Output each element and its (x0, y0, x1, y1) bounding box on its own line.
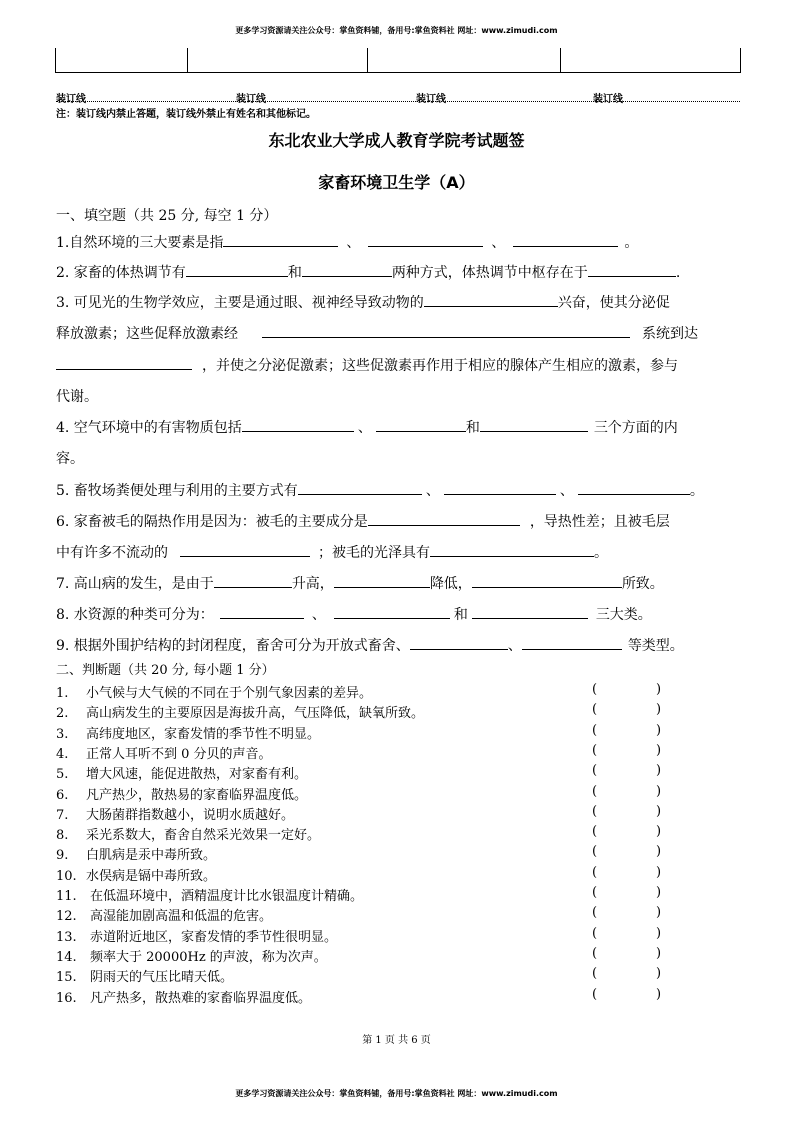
answer-paren-close[interactable]: ) (656, 986, 662, 1002)
answer-blank[interactable] (522, 635, 622, 650)
item-number: 5. (56, 767, 69, 783)
answer-blank[interactable] (334, 573, 430, 588)
question-6-line2: 中有许多不流动的 ；被毛的光泽具有 。 (56, 542, 608, 562)
bottom-banner: 更多学习资源请关注公众号：掌鱼资料铺，备用号:掌鱼资料社 网址：www.zimudi.com (235, 1089, 558, 1098)
judgment-item (56, 865, 216, 884)
top-banner: 更多学习资源请关注公众号：掌鱼资料铺，备用号:掌鱼资料社 网址：www.zimudi.com (235, 26, 558, 35)
judgment-item (56, 844, 216, 863)
table-bottom-border (55, 72, 740, 73)
item-number: 4. (56, 746, 69, 762)
item-number: 11. (56, 889, 77, 904)
answer-blank[interactable] (513, 232, 618, 247)
judgment-item (56, 763, 307, 782)
answer-paren-close[interactable]: ) (656, 905, 662, 921)
item-text: 高纬度地区，家畜发情的季节性不明显。 (86, 726, 321, 742)
item-text: 高山病发生的主要原因是海拔升高，气压降低，缺氧所致。 (86, 706, 425, 722)
section2-heading: 二、判断题（共 20 分, 每小题 1 分） (56, 663, 275, 678)
answer-blank[interactable] (186, 262, 288, 277)
item-number: 14. (56, 949, 77, 965)
answer-blank[interactable] (472, 573, 622, 588)
answer-paren-open[interactable]: ( (592, 763, 598, 779)
answer-paren-open[interactable]: ( (592, 945, 598, 961)
answer-blank[interactable] (410, 635, 508, 650)
answer-paren-close[interactable]: ) (656, 945, 662, 961)
judgment-item (56, 723, 320, 742)
answer-paren-close[interactable]: ) (656, 864, 662, 880)
exam-title: 家畜环境卫生学（A） (318, 173, 475, 192)
binding-label: 装订线 (236, 94, 266, 105)
item-number: 10. (56, 868, 77, 884)
answer-paren-open[interactable]: ( (592, 986, 598, 1002)
item-text: 增大风速，能促进散热，对家畜有利。 (86, 767, 308, 783)
binding-label: 装订线 (593, 94, 623, 105)
answer-paren-close[interactable]: ) (656, 824, 662, 840)
answer-paren-close[interactable]: ) (656, 885, 662, 900)
answer-blank[interactable] (588, 262, 676, 277)
answer-blank[interactable] (242, 417, 354, 432)
answer-paren-open[interactable]: ( (592, 783, 598, 799)
judgment-item (56, 824, 320, 843)
question-4: 4. 空气环境中的有害物质包括 、 和 三个方面的内 (56, 417, 678, 437)
table-divider (187, 48, 188, 73)
question-9: 9. 根据外围护结构的封闭程度，畜舍可分为开放式畜舍、 、 等类型。 (56, 635, 684, 655)
school-title: 东北农业大学成人教育学院考试题签 (268, 131, 525, 150)
judgment-item (56, 682, 372, 701)
judgment-item (56, 804, 294, 823)
item-number: 7. (56, 807, 69, 823)
item-text: 凡产热多，散热难的家畜临界温度低。 (90, 990, 312, 1006)
table-divider (560, 48, 561, 73)
judgment-item (56, 926, 337, 945)
page-number: 第 1 页 共 6 页 (362, 1035, 431, 1046)
answer-paren-open[interactable]: ( (592, 824, 598, 840)
item-text: 白肌病是汞中毒所致。 (86, 848, 217, 864)
answer-blank[interactable] (223, 232, 338, 247)
question-3-line3: ，并使之分泌促激素；这些促激素再作用于相应的腺体产生相应的激素，参与 (56, 355, 678, 375)
answer-paren-open[interactable]: ( (592, 702, 598, 718)
answer-blank[interactable] (424, 292, 558, 307)
answer-paren-open[interactable]: ( (592, 966, 598, 982)
item-text: 水俣病是镉中毒所致。 (86, 868, 217, 884)
item-text: 正常人耳听不到 0 分贝的声音。 (86, 746, 272, 762)
answer-paren-close[interactable]: ) (656, 702, 662, 718)
answer-blank[interactable] (480, 417, 588, 432)
answer-paren-open[interactable]: ( (592, 905, 598, 921)
item-number: 15. (56, 970, 77, 986)
item-number: 8. (56, 828, 69, 844)
question-8: 8. 水资源的种类可分为： 、 和 三大类。 (56, 604, 652, 624)
answer-blank[interactable] (376, 417, 466, 432)
item-text: 频率大于 20000Hz 的声波，称为次声。 (90, 949, 327, 965)
judgment-item (56, 905, 272, 924)
answer-blank[interactable] (56, 355, 192, 370)
answer-paren-open[interactable]: ( (592, 742, 598, 758)
item-number: 3. (56, 726, 69, 742)
judgment-item (56, 885, 363, 904)
item-text: 大肠菌群指数越小，说明水质越好。 (86, 807, 295, 823)
judgment-item (56, 702, 424, 721)
answer-paren-open[interactable]: ( (592, 682, 598, 697)
answer-paren-open[interactable]: ( (592, 722, 598, 738)
answer-blank[interactable] (214, 573, 292, 588)
question-3-line2: 释放激素；这些促释放激素经 系统到达 (56, 323, 698, 343)
judgment-item (56, 743, 272, 762)
answer-paren-close[interactable]: ) (656, 682, 662, 697)
table-divider (367, 48, 368, 73)
answer-blank[interactable] (368, 511, 520, 526)
question-3: 3. 可见光的生物学效应，主要是通过眼、视神经导致动物的 兴奋，使其分泌促 (56, 292, 670, 312)
item-number: 2. (56, 706, 69, 722)
answer-blank[interactable] (302, 262, 392, 277)
answer-paren-open[interactable]: ( (592, 925, 598, 941)
binding-dotted-line (56, 101, 740, 103)
answer-blank[interactable] (298, 480, 422, 495)
answer-blank[interactable] (262, 323, 630, 338)
answer-paren-close[interactable]: ) (656, 844, 662, 860)
answer-paren-close[interactable]: ) (656, 742, 662, 758)
item-text: 赤道附近地区，家畜发情的季节性很明显。 (90, 929, 338, 945)
answer-blank[interactable] (472, 604, 588, 619)
answer-blank[interactable] (444, 480, 556, 495)
judgment-item (56, 946, 327, 965)
answer-blank[interactable] (430, 542, 594, 557)
item-number: 12. (56, 909, 77, 925)
answer-paren-close[interactable]: ) (656, 925, 662, 941)
item-text: 在低温环境中，酒精温度计比水银温度计精确。 (90, 889, 364, 904)
item-number: 9. (56, 848, 69, 864)
item-number: 16. (56, 990, 77, 1006)
item-text: 高湿能加剧高温和低温的危害。 (90, 909, 273, 925)
item-text: 采光系数大，畜舍自然采光效果一定好。 (86, 828, 321, 844)
item-number: 6. (56, 787, 69, 803)
answer-paren-close[interactable]: ) (656, 722, 662, 738)
item-text: 凡产热少，散热易的家畜临界温度低。 (86, 787, 308, 803)
binding-notice: 注：装订线内禁止答题，装订线外禁止有姓名和其他标记。 (56, 109, 316, 120)
item-text: 阴雨天的气压比晴天低。 (90, 970, 234, 986)
answer-blank[interactable] (180, 542, 310, 557)
binding-label: 装订线 (56, 94, 86, 105)
item-text: 小气候与大气候的不同在于个别气象因素的差异。 (86, 686, 373, 701)
question-5: 5. 畜牧场粪便处理与利用的主要方式有 、 、 。 (56, 480, 704, 500)
question-2: 2. 家畜的体热调节有 和 两种方式，体热调节中枢存在于 . (56, 262, 680, 282)
question-4-line2: 容。 (56, 451, 84, 467)
judgment-item (56, 966, 233, 985)
item-number: 13. (56, 929, 77, 945)
answer-blank[interactable] (220, 604, 304, 619)
judgment-item (56, 987, 311, 1006)
answer-paren-open[interactable]: ( (592, 803, 598, 819)
question-1: 1.自然环境的三大要素是指 、 、 。 (56, 232, 638, 252)
question-7: 7. 高山病的发生，是由于 升高， 降低， 所致。 (56, 573, 664, 593)
section1-heading: 一、填空题（共 25 分, 每空 1 分） (56, 208, 278, 224)
table-divider (55, 48, 56, 73)
answer-paren-close[interactable]: ) (656, 783, 662, 799)
judgment-item (56, 784, 307, 803)
answer-blank[interactable] (368, 232, 483, 247)
question-3-line4: 代谢。 (56, 389, 98, 405)
item-number: 1. (56, 686, 69, 701)
question-6: 6. 家畜被毛的隔热作用是因为：被毛的主要成分是 ，导热性差；且被毛层 (56, 511, 670, 531)
answer-blank[interactable] (334, 604, 450, 619)
answer-paren-open[interactable]: ( (592, 864, 598, 880)
answer-paren-open[interactable]: ( (592, 885, 598, 900)
answer-paren-open[interactable]: ( (592, 844, 598, 860)
answer-blank[interactable] (578, 480, 690, 495)
binding-label: 装订线 (416, 94, 446, 105)
answer-paren-close[interactable]: ) (656, 966, 662, 982)
table-divider (740, 48, 741, 73)
answer-paren-close[interactable]: ) (656, 763, 662, 779)
answer-paren-close[interactable]: ) (656, 803, 662, 819)
